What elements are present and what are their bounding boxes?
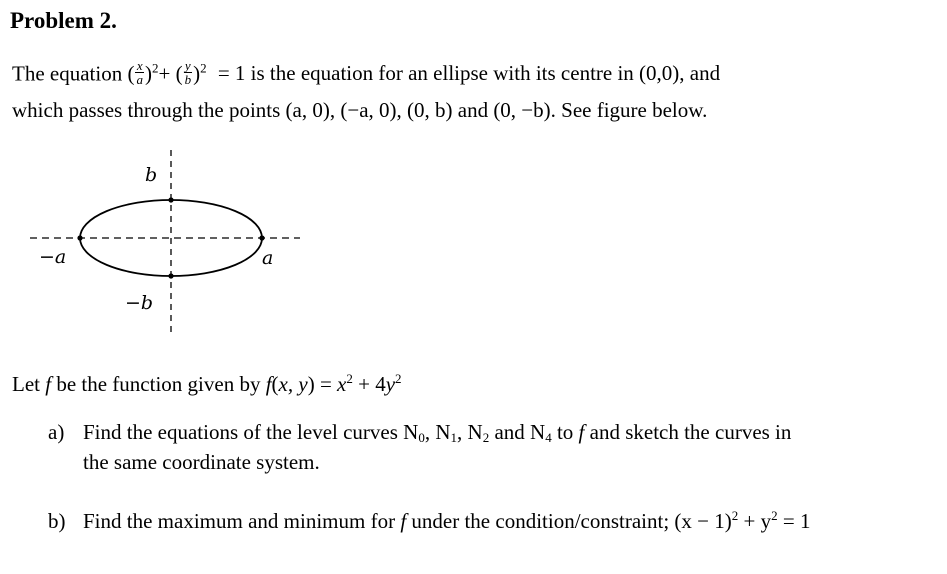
point-b: [168, 197, 173, 202]
function-definition: [12, 371, 402, 396]
fraction-x-over-a: [135, 59, 144, 86]
paren: (: [175, 61, 183, 86]
exponent: 2: [346, 371, 353, 386]
text: be the function given by: [51, 372, 266, 396]
fraction-denominator: b: [184, 72, 192, 87]
plus-sign: +: [158, 61, 171, 86]
label-neg-a: −a: [39, 246, 67, 268]
intro-text-rest: = 1 is the equation for an ellipse with its centre in (0,0), and: [212, 61, 721, 86]
point-neg-b: [168, 273, 173, 278]
fraction-y-over-b: [184, 59, 193, 86]
variable-y: y: [385, 372, 396, 396]
exponent: 2: [771, 508, 778, 523]
label-neg-b: −b: [125, 292, 154, 314]
text: to: [551, 420, 579, 444]
intro-line-2: which passes through the points (a, 0), (−a, 0), (0, b) and (0, −b). See figure below.: [12, 98, 708, 122]
exponent: 2: [731, 508, 739, 523]
text: + 4: [352, 372, 386, 396]
label-b: b: [145, 164, 158, 186]
function-symbol: f: [265, 372, 272, 396]
paren: ): [193, 61, 201, 86]
point-neg-a: [77, 235, 82, 240]
part-a-line-1: [48, 422, 791, 443]
label-a: a: [262, 247, 274, 269]
text: and N: [489, 420, 546, 444]
text: = 1: [777, 509, 811, 533]
part-a-line-2: the same coordinate system.: [83, 450, 320, 474]
text: Find the maximum and minimum for: [83, 509, 401, 533]
intro-line-1: [12, 58, 721, 89]
exponent: 2: [200, 60, 207, 76]
fraction-denominator: a: [136, 72, 143, 87]
fraction-numerator: x: [136, 58, 143, 73]
exponent: 2: [395, 371, 402, 386]
text: , N: [424, 420, 451, 444]
subscript: 2: [482, 430, 490, 445]
exponent: 2: [151, 60, 159, 76]
part-b-marker: b): [48, 509, 66, 533]
text: under the condition/constraint; (x − 1): [406, 509, 732, 533]
subscript: 0: [418, 430, 425, 445]
subscript: 1: [450, 430, 458, 445]
text: , N: [457, 420, 483, 444]
text: Find the equations of the level curves N: [83, 420, 419, 444]
variable-x: x: [337, 372, 347, 396]
text: + y: [738, 509, 772, 533]
text: and sketch the curves in: [584, 420, 792, 444]
paren: ): [144, 61, 152, 86]
point-a: [259, 235, 264, 240]
function-symbol: f: [578, 420, 585, 444]
function-symbol: f: [400, 509, 407, 533]
subscript: 4: [545, 430, 552, 445]
text: (: [271, 372, 279, 396]
fraction-numerator: y: [184, 58, 191, 73]
ellipse-figure: [25, 145, 315, 350]
variables: x, y: [278, 372, 308, 396]
intro-text: The equation: [12, 61, 123, 86]
function-symbol: f: [45, 372, 52, 396]
paren: (: [127, 61, 135, 86]
part-b-line: [48, 508, 811, 533]
part-a-marker: a): [48, 420, 65, 444]
text: Let: [12, 372, 46, 396]
problem-title: Problem 2.: [10, 8, 117, 33]
text: ) =: [307, 372, 338, 396]
ellipse-diagram: [25, 145, 315, 345]
